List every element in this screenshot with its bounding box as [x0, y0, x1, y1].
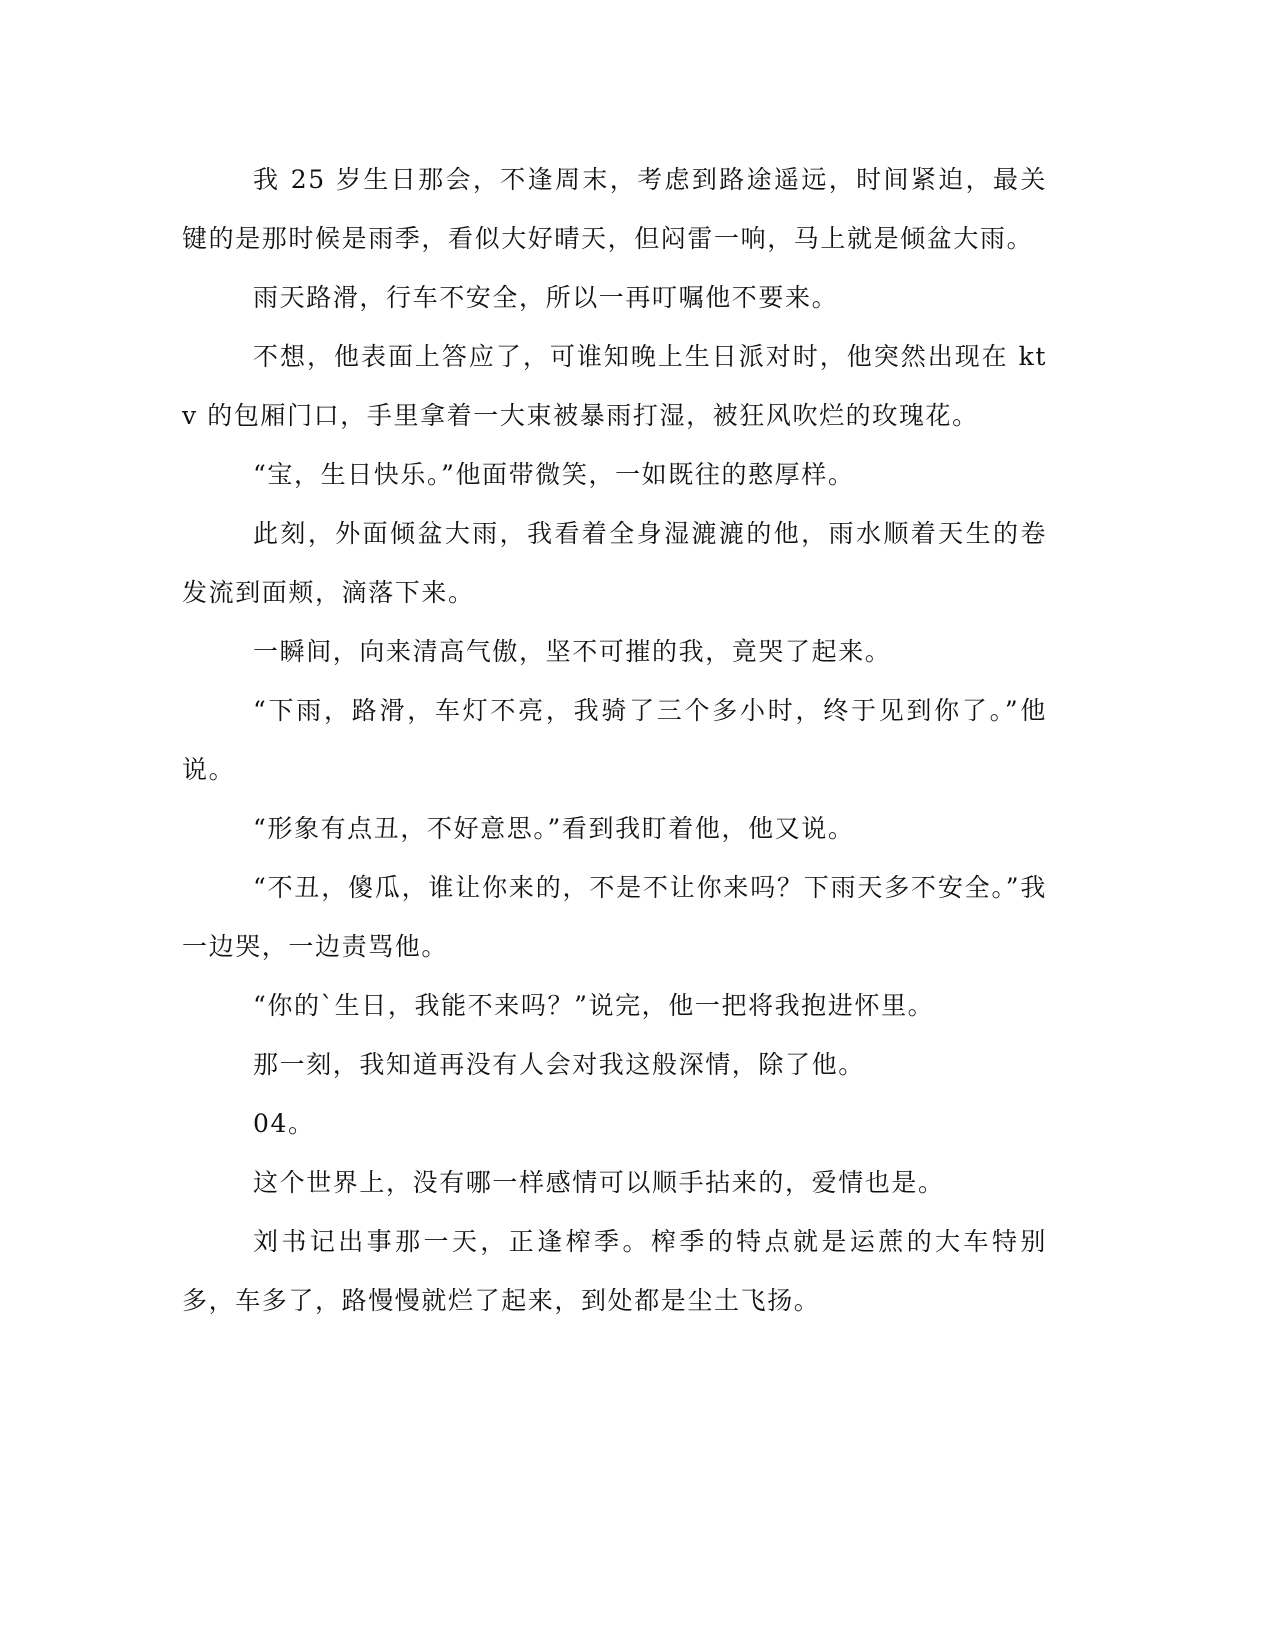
paragraph-3: 不想，他表面上答应了，可谁知晚上生日派对时，他突然出现在 ktv 的包厢门口，手里拿着一大束被暴雨打湿，被狂风吹烂的玫瑰花。: [182, 342, 1047, 430]
paragraph-8: “形象有点丑，不好意思。”看到我盯着他，他又说。: [253, 814, 855, 843]
paragraph-7: “下雨，路滑，车灯不亮，我骑了三个多小时，终于见到你了。”他说。: [182, 696, 1047, 784]
paragraph-11: 那一刻，我知道再没有人会对我这般深情，除了他。: [253, 1050, 865, 1079]
paragraph-2: 雨天路滑，行车不安全，所以一再叮嘱他不要来。: [253, 283, 839, 312]
paragraph-4: “宝，生日快乐。”他面带微笑，一如既往的憨厚样。: [253, 460, 855, 489]
paragraph-10: “你的`生日，我能不来吗？”说完，他一把将我抱进怀里。: [253, 991, 935, 1020]
paragraph-6: 一瞬间，向来清高气傲，坚不可摧的我，竟哭了起来。: [253, 637, 892, 666]
paragraph-5: 此刻，外面倾盆大雨，我看着全身湿漉漉的他，雨水顺着天生的卷发流到面颊，滴落下来。: [182, 519, 1047, 607]
section-number: 04。: [253, 1109, 315, 1138]
document-body: [182, 150, 1047, 1330]
paragraph-1: 我 25 岁生日那会，不逢周末，考虑到路途遥远，时间紧迫，最关键的是那时候是雨季，看似大好晴天，但闷雷一响，马上就是倾盆大雨。: [182, 165, 1047, 253]
paragraph-9: “不丑，傻瓜，谁让你来的，不是不让你来吗？下雨天多不安全。”我一边哭，一边责骂他。: [182, 873, 1047, 961]
paragraph-13: 刘书记出事那一天，正逢榨季。榨季的特点就是运蔗的大车特别多，车多了，路慢慢就烂了起来，到处都是尘土飞扬。: [182, 1227, 1047, 1315]
paragraph-12: 这个世界上，没有哪一样感情可以顺手拈来的，爱情也是。: [253, 1168, 945, 1197]
